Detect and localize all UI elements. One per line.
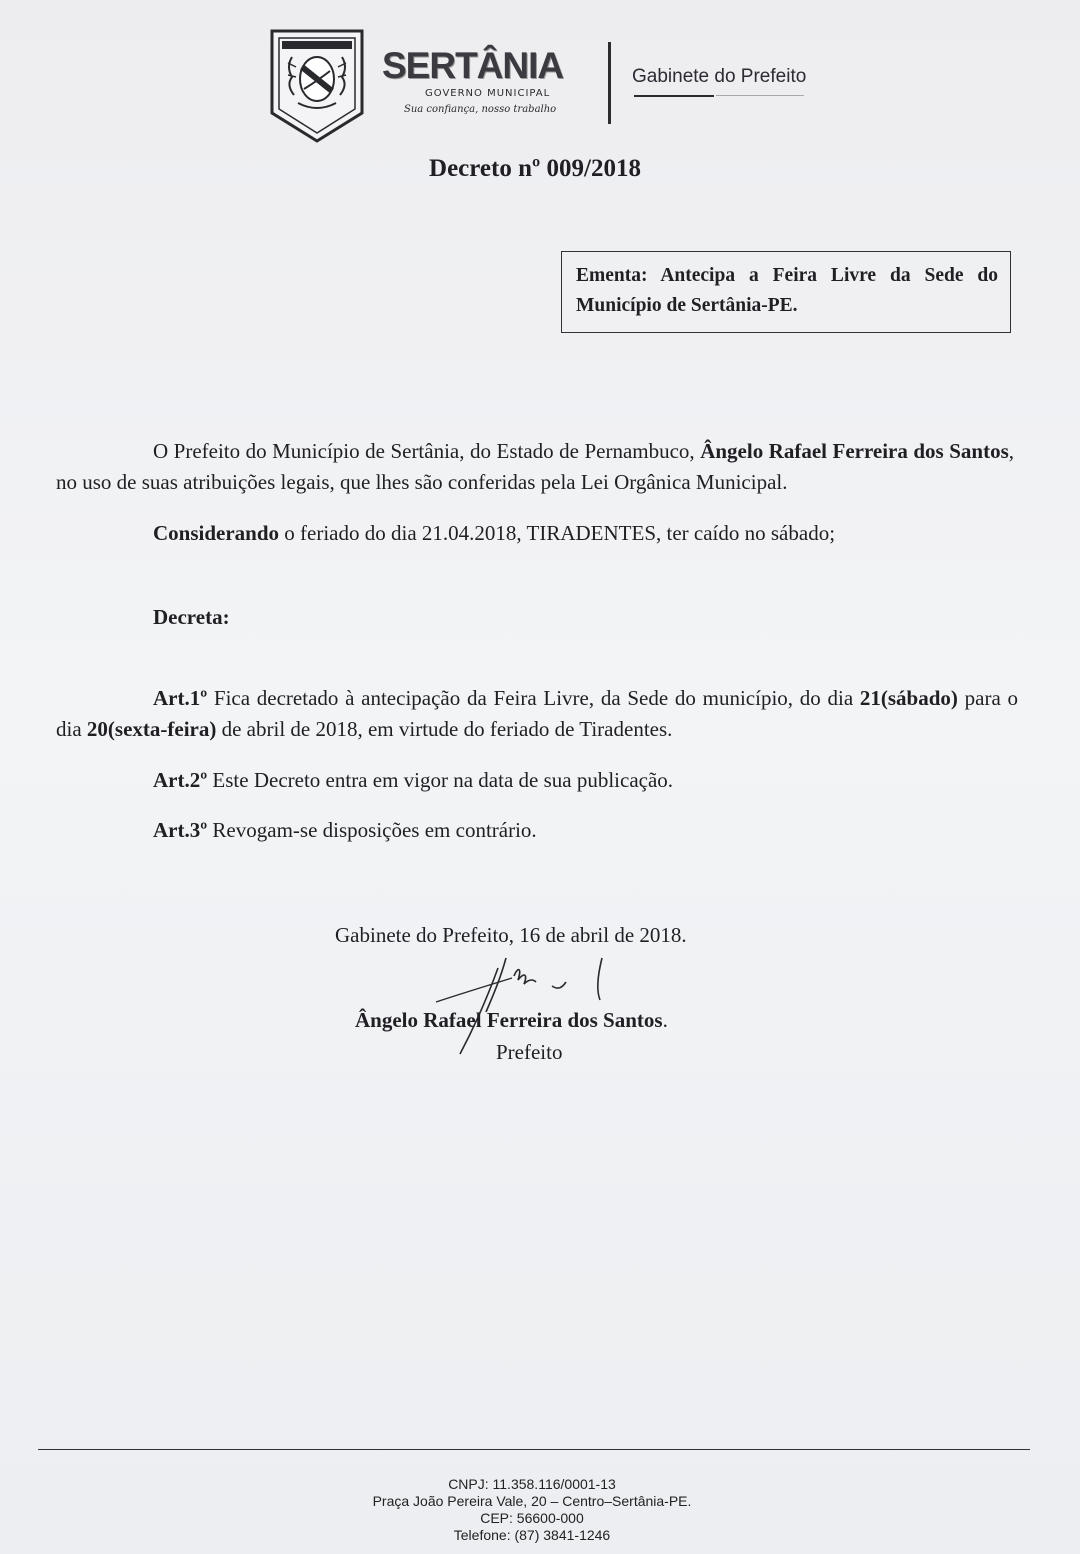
brand-slogan: Sua confiança, nosso trabalho (404, 104, 557, 115)
signer-name: Ângelo Rafael Ferreira dos Santos. (355, 1008, 668, 1032)
office-name: Gabinete do Prefeito (632, 66, 807, 87)
article-1: Art.1º Fica decretado à antecipação da Feira Livre, da Sede do município, do dia 21(sábado) para o dia 20(sexta-feira) de abril de 2018, em virtude do feriado de Tiradentes. (56, 686, 1018, 741)
footer-divider (38, 1449, 1030, 1450)
place-and-date: Gabinete do Prefeito, 16 de abril de 2018. (335, 923, 687, 947)
municipal-coat-of-arms-icon (268, 27, 366, 145)
footer (232, 1476, 832, 1544)
brand-subtitle: GOVERNO MUNICIPAL (425, 88, 551, 99)
footer-address: Praça João Pereira Vale, 20 – Centro–Sertânia-PE. (372, 1493, 692, 1509)
decree-title: Decreto nº 009/2018 (429, 155, 641, 182)
considering-paragraph: Considerando o feriado do dia 21.04.2018, TIRADENTES, ter caído no sábado; (153, 521, 836, 545)
preamble-paragraph: O Prefeito do Município de Sertânia, do Estado de Pernambuco, Ângelo Rafael Ferreira dos Santos, no uso de suas atribuições legais, que lhes são conferidas pela Lei Orgânica Municipal. (56, 439, 1015, 494)
signer-role: Prefeito (496, 1040, 563, 1064)
mayor-name: Ângelo Rafael Ferreira dos Santos (700, 439, 1009, 463)
article-2: Art.2º Este Decreto entra em vigor na data de sua publicação. (153, 768, 674, 792)
footer-cep: CEP: 56600-000 (480, 1510, 584, 1526)
ementa-box: Ementa: Antecipa a Feira Livre da Sede do Município de Sertânia-PE. (561, 251, 1011, 333)
footer-phone: Telefone: (87) 3841-1246 (453, 1527, 611, 1543)
decreta-heading: Decreta: (153, 605, 230, 629)
article-3: Art.3º Revogam-se disposições em contrário. (153, 818, 537, 842)
header-divider (608, 42, 611, 124)
office-underline (634, 95, 714, 97)
brand-name: SERTÂNIA (382, 45, 564, 86)
office-underline-faint (716, 95, 804, 96)
footer-cnpj: CNPJ: 11.358.116/0001-13 (448, 1476, 616, 1492)
